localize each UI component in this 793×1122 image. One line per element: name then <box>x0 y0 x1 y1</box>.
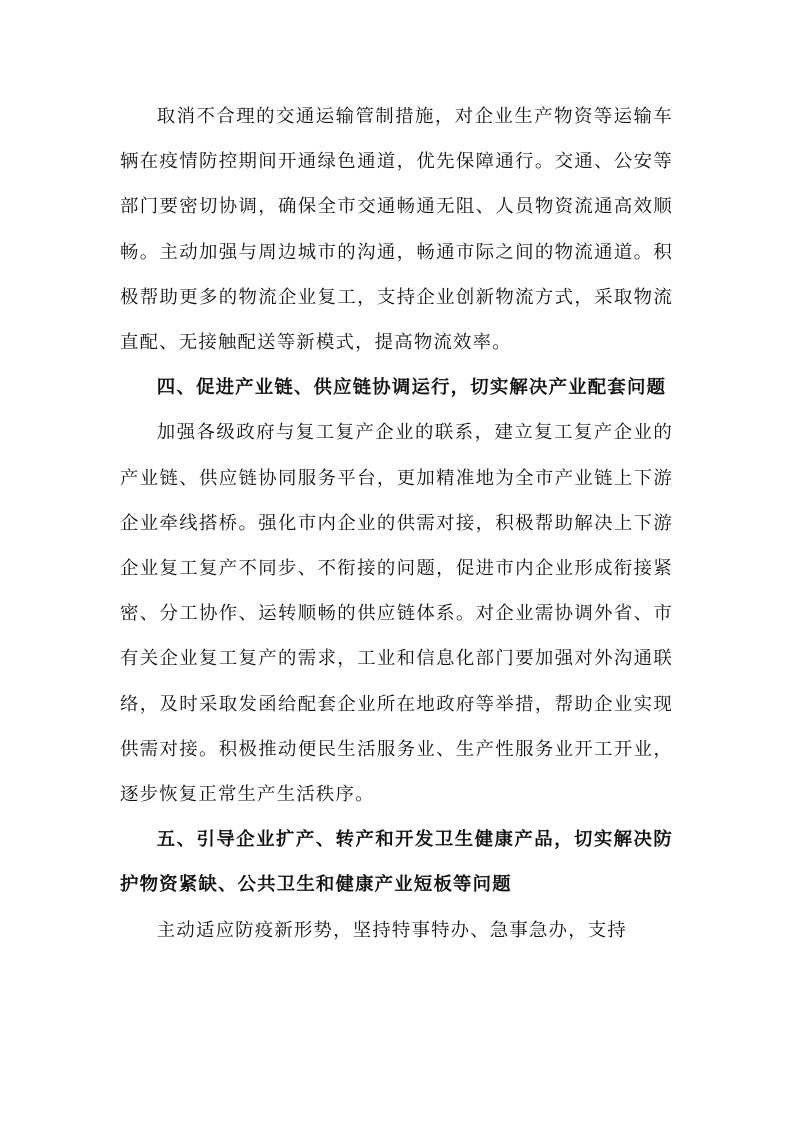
section-heading-4: 四、促进产业链、供应链协调运行，切实解决产业配套问题 <box>156 377 667 399</box>
paragraph-traffic-logistics: 取消不合理的交通运输管制措施，对企业生产物资等运输车辆在疫情防控期间开通绿色通道，优先保障通行。交通、公安等部门要密切协调，确保全市交通畅通无阻、人员物资流通高效顺畅。主动加强与周边城市的沟通，畅通市际之间的物流通道。积极帮助更多的物流企业复工，支持企业创新物流方式，采取物流直配、无接触配送等新模式，提高物流效率。 <box>120 106 673 354</box>
paragraph-supply-chain: 加强各级政府与复工复产企业的联系，建立复工复产企业的产业链、供应链协同服务平台，更加精准地为全市产业链上下游企业牵线搭桥。强化市内企业的供需对接，积极帮助解决上下游企业复工复产不同步、不衔接的问题，促进市内企业形成衔接紧密、分工协作、运转顺畅的供应链体系。对企业需协调外省、市有关企业复工复产的需求，工业和信息化部门要加强对外沟通联络，及时采取发函给配套企业所在地政府等举措，帮助企业实现供需对接。积极推动便民生活服务业、生产性服务业开工开业，逐步恢复正常生产生活秩序。 <box>120 422 673 806</box>
paragraph-epidemic-adaptation: 主动适应防疫新形势，坚持特事特办、急事急办，支持 <box>156 919 627 941</box>
section-heading-5: 五、引导企业扩产、转产和开发卫生健康产品，切实解决防护物资紧缺、公共卫生和健康产业短板等问题 <box>120 829 673 896</box>
document-body <box>120 94 673 953</box>
